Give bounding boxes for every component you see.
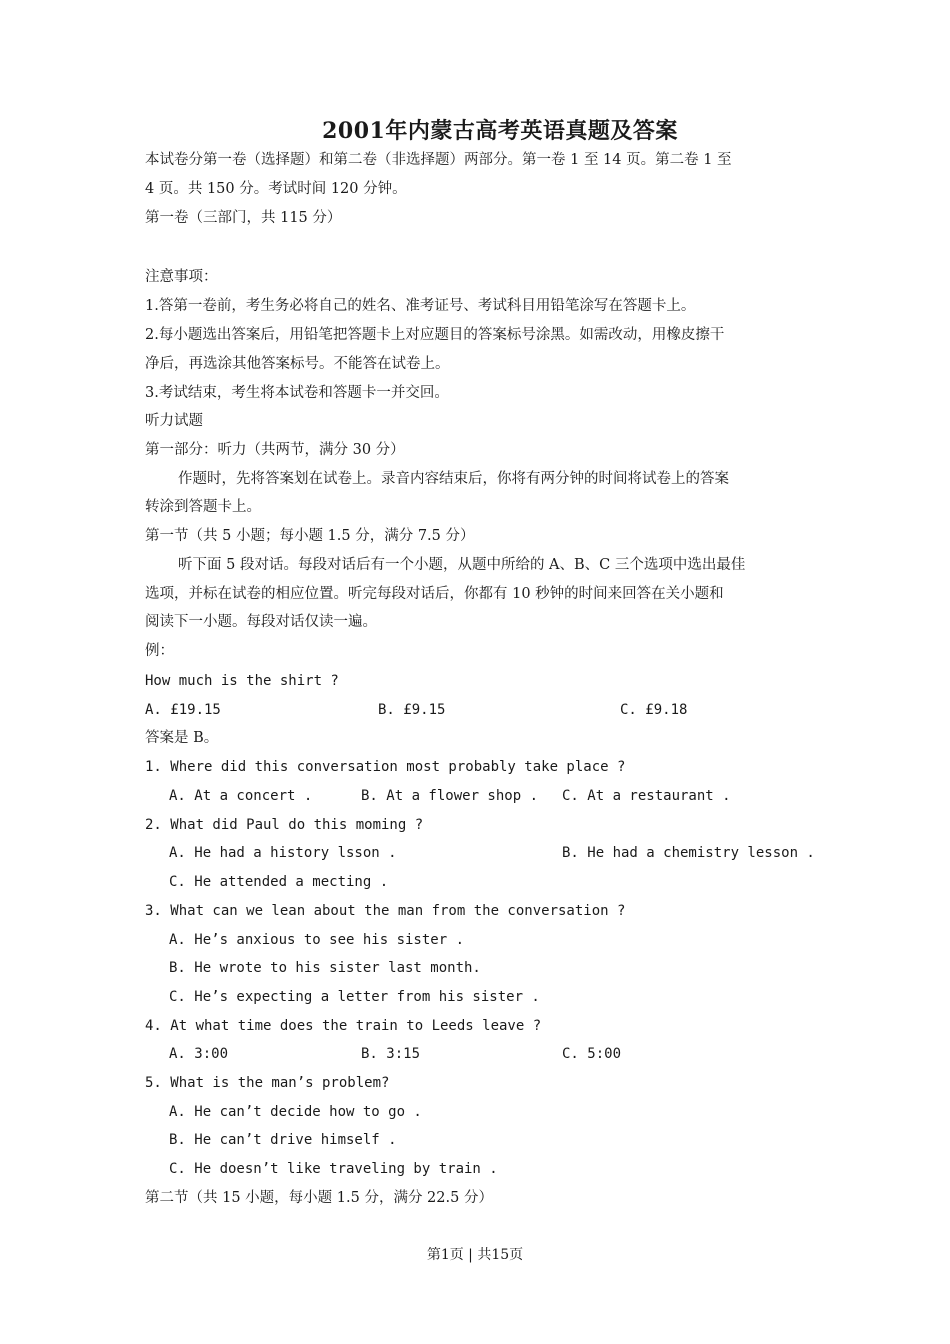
section-2-heading: 第二节（共 15 小题，每小题 1.5 分，满分 22.5 分）: [145, 1190, 493, 1206]
example-option-c: C. £9.18: [620, 702, 688, 718]
question-1-option-a: A. At a concert .: [169, 788, 313, 804]
question-2-option-a: A. He had a history lsson .: [169, 845, 397, 861]
question-3: 3. What can we lean about the man from the conversation ?: [145, 903, 626, 919]
question-3-option-a: A. He’s anxious to see his sister .: [169, 932, 465, 948]
example-question: How much is the shirt ?: [145, 673, 339, 689]
intro-line-3: 第一卷（三部门，共 115 分）: [145, 210, 342, 226]
listening-instruction-2c: 阅读下一小题。每段对话仅读一遍。: [145, 614, 377, 630]
listening-label: 听力试题: [145, 413, 203, 429]
notes-item-3: 3.考试结束，考生将本试卷和答题卡一并交回。: [145, 385, 449, 401]
example-label: 例：: [145, 643, 174, 659]
question-5-option-a: A. He can’t decide how to go .: [169, 1104, 422, 1120]
question-2: 2. What did Paul do this moming ?: [145, 817, 424, 833]
listening-instruction-2a: 听下面 5 段对话。每段对话后有一个小题，从题中所给的 A、B、C 三个选项中选出最佳: [178, 557, 746, 573]
example-option-b: B. £9.15: [378, 702, 446, 718]
question-2-option-c: C. He attended a mecting .: [169, 874, 389, 890]
notes-heading: 注意事项：: [145, 269, 218, 285]
section-1-heading: 第一节（共 5 小题；每小题 1.5 分，满分 7.5 分）: [145, 528, 475, 544]
page-footer: 第1页 | 共15页: [426, 1247, 524, 1263]
question-3-option-c: C. He’s expecting a letter from his sister .: [169, 989, 540, 1005]
intro-line-2: 4 页。共 150 分。考试时间 120 分钟。: [145, 181, 407, 197]
listening-part: 第一部分：听力（共两节，满分 30 分）: [145, 442, 405, 458]
notes-item-1: 1.答第一卷前，考生务必将自己的姓名、准考证号、考试科目用铅笔涂写在答题卡上。: [145, 298, 696, 314]
example-answer: 答案是 B。: [145, 730, 219, 746]
question-4: 4. At what time does the train to Leeds leave ?: [145, 1018, 542, 1034]
question-5-option-b: B. He can’t drive himself .: [169, 1132, 397, 1148]
question-4-option-b: B. 3:15: [361, 1046, 421, 1062]
notes-item-2a: 2.每小题选出答案后，用铅笔把答题卡上对应题目的答案标号涂黑。如需改动，用橡皮擦干: [145, 327, 725, 343]
listening-instruction-2b: 选项，并标在试卷的相应位置。听完每段对话后，你都有 10 秒钟的时间来回答在关小题和: [145, 586, 724, 602]
question-1-option-b: B. At a flower shop .: [361, 788, 539, 804]
listening-instruction-1a: 作题时，先将答案划在试卷上。录音内容结束后，你将有两分钟的时间将试卷上的答案: [178, 471, 729, 487]
question-5: 5. What is the man’s problem?: [145, 1075, 390, 1091]
example-option-a: A. £19.15: [145, 702, 221, 718]
question-3-option-b: B. He wrote to his sister last month.: [169, 960, 481, 976]
question-2-option-b: B. He had a chemistry lesson .: [562, 845, 815, 861]
notes-item-2b: 净后，再选涂其他答案标号。不能答在试卷上。: [145, 356, 450, 372]
listening-instruction-1b: 转涂到答题卡上。: [145, 499, 261, 515]
question-4-option-c: C. 5:00: [562, 1046, 622, 1062]
question-4-option-a: A. 3:00: [169, 1046, 229, 1062]
intro-line-1: 本试卷分第一卷（选择题）和第二卷（非选择题）两部分。第一卷 1 至 14 页。第二卷 1 至: [145, 152, 732, 168]
question-1: 1. Where did this conversation most probably take place ?: [145, 759, 626, 775]
question-1-option-c: C. At a restaurant .: [562, 788, 731, 804]
page-title: 2001年内蒙古高考英语真题及答案: [322, 118, 678, 144]
question-5-option-c: C. He doesn’t like traveling by train .: [169, 1161, 498, 1177]
